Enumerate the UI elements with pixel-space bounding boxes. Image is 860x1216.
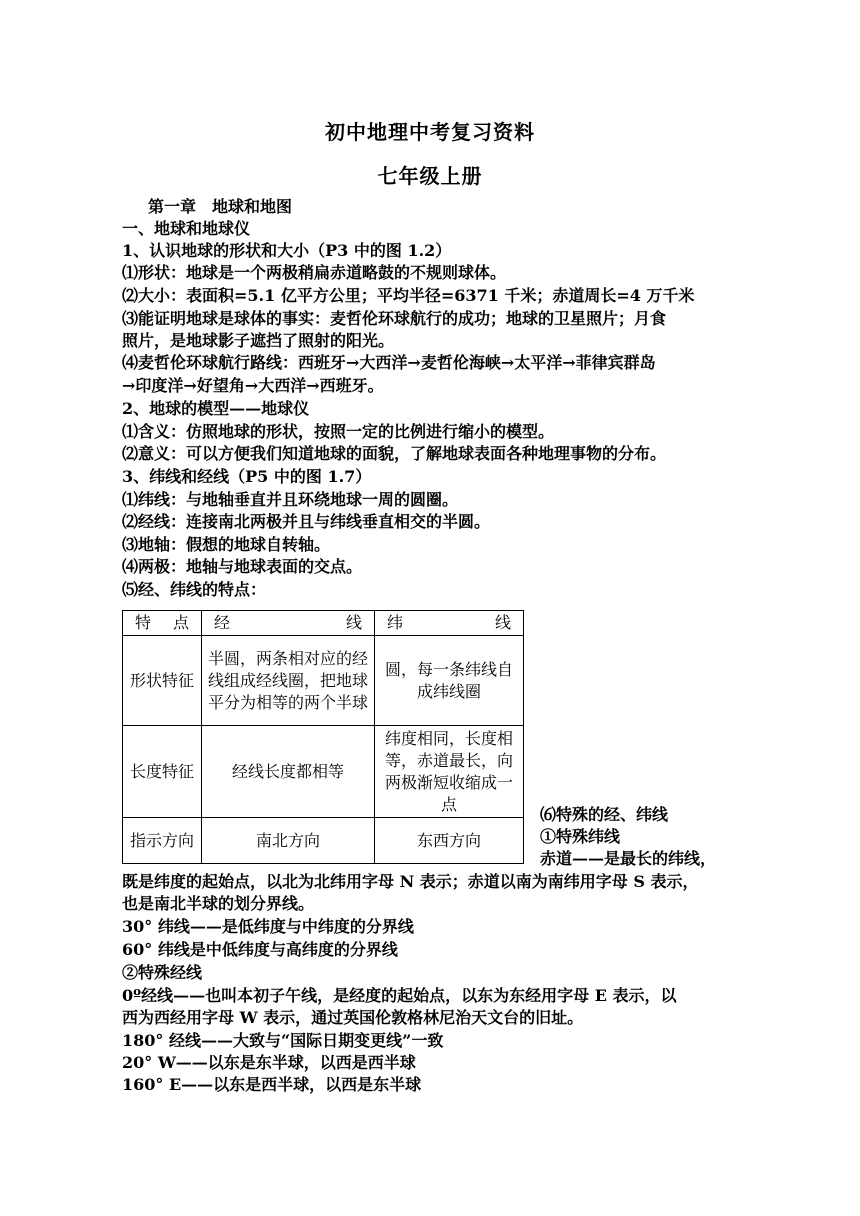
text-line: →印度洋→好望角→大西洋→西班牙。 (122, 376, 384, 395)
text-line: 0º经线——也叫本初子午线，是经度的起始点，以东为东经用字母 E 表示，以 (122, 986, 677, 1005)
table-cell: 半圆，两条相对应的经线组成经线圈，把地球平分为相等的两个半球 (202, 636, 375, 726)
table-row (123, 726, 524, 818)
table-cell: 指示方向 (123, 818, 202, 864)
table-cell: 经线长度都相等 (202, 726, 375, 818)
table-header-cell: 纬 线 (375, 611, 524, 636)
table-cell: 圆，每一条纬线自成纬线圈 (375, 636, 524, 726)
text-line: 1、认识地球的形状和大小（P3 中的图 1.2） (122, 241, 452, 260)
text-line: ②特殊经线 (122, 963, 203, 982)
text-line: ①特殊纬线 (540, 827, 621, 846)
text-line: 西为西经用字母 W 表示，通过英国伦敦格林尼治天文台的旧址。 (122, 1008, 584, 1027)
text-line: ⑶能证明地球是球体的事实：麦哲伦环球航行的成功；地球的卫星照片；月食 (122, 309, 667, 328)
text-line: 30° 纬线——是低纬度与中纬度的分界线 (122, 917, 414, 936)
comparison-table (122, 610, 524, 864)
text-line: 160° E——以东是西半球，以西是东半球 (122, 1075, 422, 1094)
chapter-heading: 第一章 地球和地图 (148, 197, 293, 216)
text-line: ⑵意义：可以方便我们知道地球的面貌，了解地球表面各种地理事物的分布。 (122, 444, 667, 463)
text-line: ⑸经、纬线的特点： (122, 580, 267, 599)
table-cell: 长度特征 (123, 726, 202, 818)
table-header-cell: 经 线 (202, 611, 375, 636)
text-line: 2、地球的模型——地球仪 (122, 399, 310, 418)
text-line: ⑹特殊的经、纬线 (540, 805, 669, 824)
text-line: 赤道——是最长的纬线， (540, 849, 717, 868)
text-line: ⑴含义：仿照地球的形状，按照一定的比例进行缩小的模型。 (122, 422, 555, 441)
table-row (123, 636, 524, 726)
doc-title: 初中地理中考复习资料 (325, 120, 535, 144)
text-line: 180° 经线——大致与“国际日期变更线”一致 (122, 1031, 444, 1050)
table-cell: 南北方向 (202, 818, 375, 864)
text-line: 60° 纬线是中低纬度与高纬度的分界线 (122, 940, 398, 959)
table-row (123, 818, 524, 864)
table-cell: 东西方向 (375, 818, 524, 864)
doc-subtitle: 七年级上册 (377, 164, 483, 188)
table-cell: 形状特征 (123, 636, 202, 726)
text-line: ⑷麦哲伦环球航行路线：西班牙→大西洋→麦哲伦海峡→太平洋→菲律宾群岛 (122, 353, 656, 372)
text-line: ⑶地轴：假想的地球自转轴。 (122, 535, 331, 554)
text-line: ⑷两极：地轴与地球表面的交点。 (122, 557, 363, 576)
table-header-row (123, 611, 524, 636)
text-line: ⑵经线：连接南北两极并且与纬线垂直相交的半圆。 (122, 512, 491, 531)
table-header-cell: 特 点 (123, 611, 202, 636)
text-line: ⑴形状：地球是一个两极稍扁赤道略鼓的不规则球体。 (122, 263, 507, 282)
text-line: 既是纬度的起始点，以北为北纬用字母 N 表示；赤道以南为南纬用字母 S 表示， (122, 872, 699, 891)
text-line: 照片，是地球影子遮挡了照射的阳光。 (122, 331, 395, 350)
section-heading: 一、地球和地球仪 (122, 219, 251, 238)
text-line: 20° W——以东是东半球，以西是西半球 (122, 1053, 416, 1072)
table-cell: 纬度相同，长度相等，赤道最长，向两极渐短收缩成一点 (375, 726, 524, 818)
text-line: 也是南北半球的划分界线。 (122, 894, 315, 913)
text-line: ⑵大小：表面积=5.1 亿平方公里；平均半径=6371 千米；赤道周长=4 万千米 (122, 286, 695, 305)
text-line: 3、纬线和经线（P5 中的图 1.7） (122, 467, 372, 486)
text-line: ⑴纬线：与地轴垂直并且环绕地球一周的圆圈。 (122, 490, 459, 509)
